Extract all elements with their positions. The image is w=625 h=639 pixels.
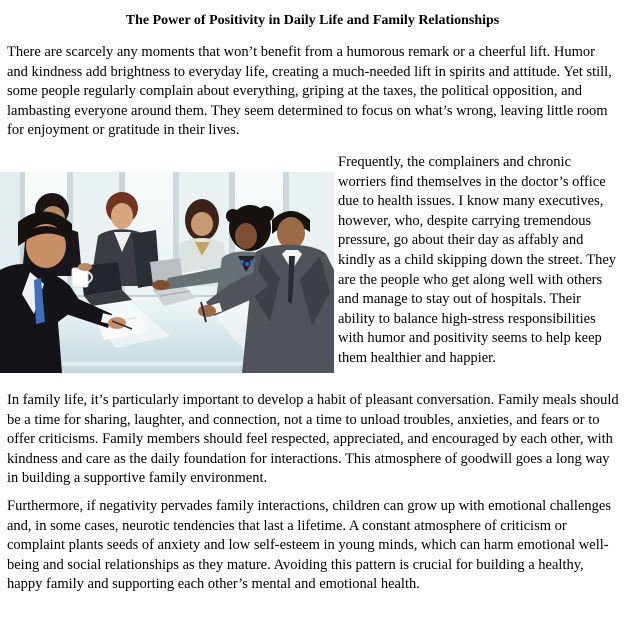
- business-meeting-illustration: [0, 172, 334, 373]
- paragraph-positivity-intro: There are scarcely any moments that won’t benefit from a humorous remark or a cheerful lift. Humor and kindness add brightness to everyday life, creating a much-needed lift in spirits and attitude. Yet still, some people regularly complain about everything, griping at the taxes, the political opposition, and lambasting everyone around them. They seem determined to focus on what’s wrong, leaving little room for enjoyment or gratitude in their lives.: [7, 44, 612, 139]
- paragraph-negativity-children: Furthermore, if negativity pervades family interactions, children can grow up with emotional challenges and, in some cases, neurotic tendencies that last a lifetime. A constant atmosphere of criticism or complaint plants seeds of anxiety and low self-esteem in young minds, which can harm emotional well-being and social relationships as they mature. Avoiding this pattern is crucial for building a healthy, happy family and supporting each other’s mental and emotional health.: [7, 497, 611, 593]
- paragraph-complainers-executives: Frequently, the complainers and chronic worriers find themselves in the doctor’s office due to health issues. I know many executives, however, who, despite carrying tremendous pressure, go about their day as affably and kindly as a child skipping down the street. They are the people who get along well with others and manage to stay out of hospitals. Their ability to balance high-stress responsibilities with humor and positivity seems to help keep them healthier and happier.: [338, 153, 617, 366]
- document-title: The Power of Positivity in Daily Life and Family Relationships: [125, 13, 500, 28]
- paragraph-family-life: In family life, it’s particularly important to develop a habit of pleasant conversation. Family meals should be a time for sharing, laughter, and connection, not a time to unload troubles, anxieties, and fears or to offer criticisms. Family members should feel respected, appreciated, and encouraged by each other, with kindness and care as the daily foundation for interactions. This atmosphere of goodwill goes a long way in building a supportive family environment.: [7, 391, 619, 487]
- business-meeting-photo: [0, 172, 334, 373]
